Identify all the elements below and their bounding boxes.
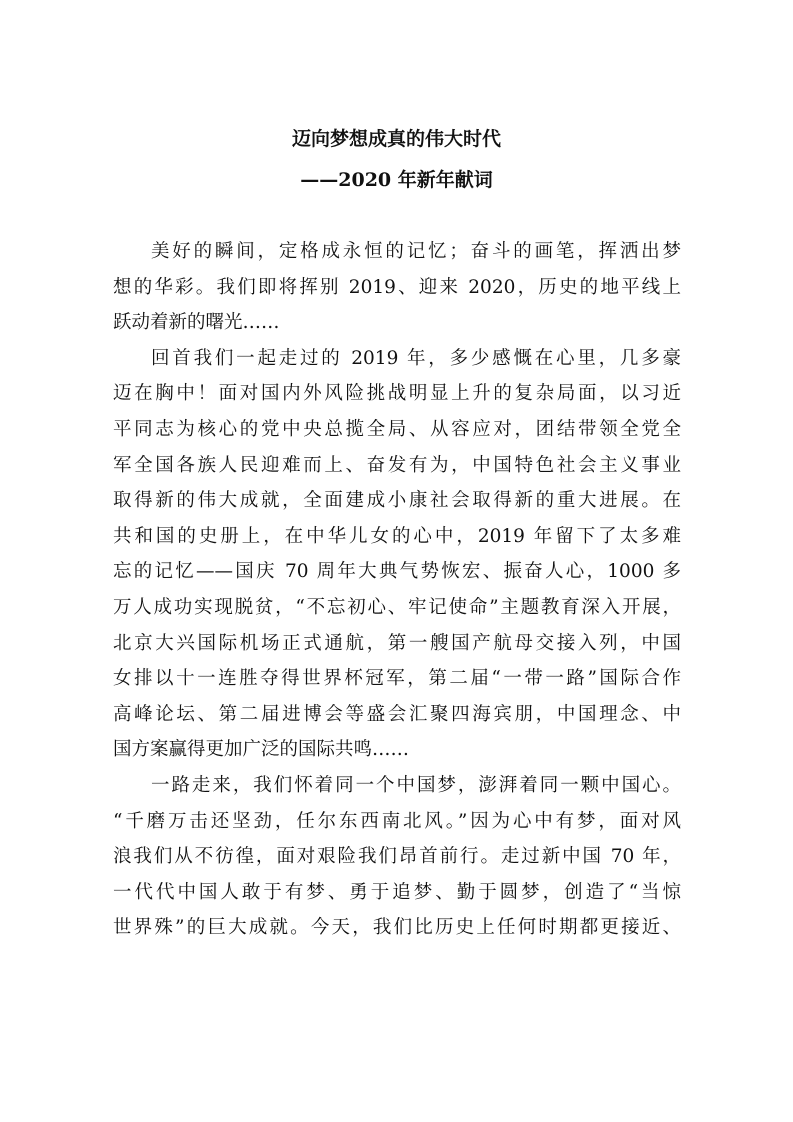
body-text-line: 国方案赢得更加广泛的国际共鸣…… xyxy=(113,739,410,761)
body-text-line: “千磨万击还坚劲，任尔东西南北风。”因为心中有梦，面对风 xyxy=(113,810,681,832)
document-body xyxy=(113,234,681,946)
body-text-line: 女排以十一连胜夺得世界杯冠军，第二届“一带一路”国际合作 xyxy=(113,668,681,690)
body-text-line: 一代代中国人敢于有梦、勇于追梦、勤于圆梦，创造了“当惊 xyxy=(113,881,681,903)
body-text-line: 高峰论坛、第二届进博会等盛会汇聚四海宾朋，中国理念、中 xyxy=(113,703,681,725)
body-text-line: 北京大兴国际机场正式通航，第一艘国产航母交接入列，中国 xyxy=(113,632,681,654)
body-text-line: 万人成功实现脱贫，“不忘初心、牢记使命”主题教育深入开展， xyxy=(113,596,681,618)
body-text-line: 取得新的伟大成就，全面建成小康社会取得新的重大进展。在 xyxy=(113,490,681,512)
document-title: 迈向梦想成真的伟大时代 xyxy=(291,128,501,150)
body-text-line: 平同志为核心的党中央总揽全局、从容应对，团结带领全党全 xyxy=(113,418,681,440)
body-text-line: 跃动着新的曙光…… xyxy=(113,312,280,334)
document-subtitle: ——2020 年新年献词 xyxy=(300,169,493,191)
body-text-line: 军全国各族人民迎难而上、奋发有为，中国特色社会主义事业 xyxy=(113,454,681,476)
body-text-line: 共和国的史册上，在中华儿女的心中，2019 年留下了太多难 xyxy=(113,525,681,547)
body-text-line: 回首我们一起走过的 2019 年，多少感慨在心里，几多豪 xyxy=(151,347,681,369)
body-text-line: 浪我们从不彷徨，面对艰险我们昂首前行。走过新中国 70 年， xyxy=(113,846,681,868)
body-text-line: 一路走来，我们怀着同一个中国梦，澎湃着同一颗中国心。 xyxy=(151,774,681,796)
body-text-line: 想的华彩。我们即将挥别 2019、迎来 2020，历史的地平线上 xyxy=(113,276,681,298)
body-text-line: 忘的记忆——国庆 70 周年大典气势恢宏、振奋人心，1000 多 xyxy=(113,561,681,583)
body-text-line: 世界殊”的巨大成就。今天，我们比历史上任何时期都更接近、 xyxy=(113,917,681,939)
body-text-line: 美好的瞬间，定格成永恒的记忆；奋斗的画笔，挥洒出梦 xyxy=(151,241,681,262)
body-text-line: 迈在胸中！面对国内外风险挑战明显上升的复杂局面，以习近 xyxy=(113,383,681,405)
